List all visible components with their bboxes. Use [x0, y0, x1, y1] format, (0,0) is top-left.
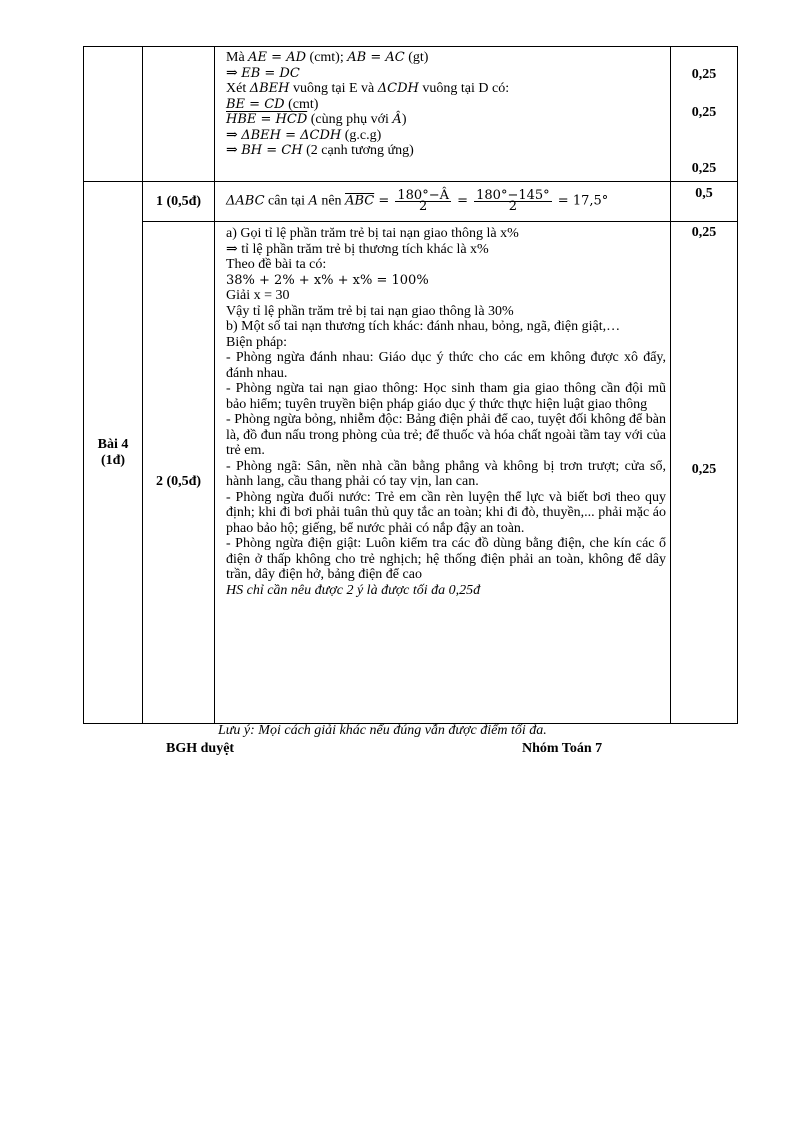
score-cell	[671, 182, 738, 222]
solution-line: ΔABC cân tại A nên $\overline{ABC}$ = $\frac{180^\circ-Â}{2}$ = $\frac{180^\circ-145^\circ}{2}$ = 17,5°	[226, 188, 609, 214]
solution-line: Giải x = 30	[226, 288, 290, 303]
part-label: 1 (0,5đ)	[155, 193, 202, 209]
part-label-cell	[143, 182, 215, 222]
solution-line: Theo đề bài ta có:	[226, 257, 327, 272]
solution-line: Biện pháp:	[226, 334, 288, 350]
solution-line: - Phòng ngừa đuối nước: Trẻ em cần rèn luyện thể lực và biết bơi theo quy định; khi đi bơi phải tuân thủ quy tắc an toàn; khi đi đò, thuyền,... phải mặc áo phao bảo hộ; giếng, bể nước phải có nắp đậy an toàn.	[226, 489, 666, 536]
solution-line: Vậy tỉ lệ phần trăm trẻ bị tai nạn giao thông là 30%	[226, 303, 514, 319]
empty-cell	[143, 47, 215, 182]
part-label: 2 (0,5đ)	[155, 473, 202, 489]
footer-note: Lưu ý: Mọi cách giải khác nếu đúng vẫn được điểm tối đa.	[218, 723, 547, 738]
solution-line: - Phòng ngã: Sân, nền nhà cần bằng phẳng và không bị trơn trượt; cửa sổ, hành lang, cầu thang phải có tay vịn, lan can.	[226, 458, 666, 489]
approval-signature: BGH duyệt	[166, 741, 235, 756]
table-row	[84, 182, 738, 222]
solution-line: 38% + 2% + x% + x% = 100%	[226, 272, 429, 288]
question-points: (1đ)	[100, 452, 126, 468]
scoring-note: HS chỉ cần nêu được 2 ý là được tối đa 0,25đ	[226, 582, 481, 598]
solution-cell	[215, 182, 671, 222]
solution-line: - Phòng ngừa điện giật: Luôn kiểm tra các đồ dùng bằng điện, che kín các ổ điện ở thấp không cho trẻ nghịch; hệ thống điện phải an toàn, không để dây trần, dây điện hở, bảng điện để cao	[226, 536, 666, 582]
empty-cell	[84, 47, 143, 182]
grading-table	[83, 46, 738, 724]
score-value: 0,25	[691, 225, 717, 240]
score-value: 0,25	[691, 67, 717, 82]
score-value: 0,5	[695, 186, 713, 201]
solution-line: a) Gọi tỉ lệ phần trăm trẻ bị tai nạn giao thông là x%	[226, 226, 519, 241]
solution-cell	[215, 47, 671, 182]
score-value: 0,25	[691, 161, 717, 176]
table-row	[84, 222, 738, 724]
solution-line: ⇒ ΔBEH = ΔCDH (g.c.g)	[226, 127, 382, 143]
solution-line: HBE = HCD (cùng phụ với Â)	[226, 112, 407, 127]
solution-line: ⇒ BH = CH (2 cạnh tương ứng)	[226, 143, 414, 158]
solution-line: ⇒ EB = DC	[226, 65, 300, 81]
part-label-cell	[143, 222, 215, 724]
solution-line: - Phòng ngừa bỏng, nhiễm độc: Bảng điện phải để cao, tuyệt đối không để bàn là, đồ đun nấu trong phòng của trẻ; để thuốc và hóa chất ngoài tầm tay với của trẻ em.	[226, 412, 666, 458]
solution-line: b) Một số tai nạn thương tích khác: đánh nhau, bỏng, ngã, điện giật,…	[226, 319, 621, 334]
solution-line: - Phòng ngừa đánh nhau: Giáo dục ý thức cho các em không được xô đẩy, đánh nhau.	[226, 350, 666, 381]
solution-line: - Phòng ngừa tai nạn giao thông: Học sinh tham gia giao thông cần đội mũ bảo hiểm; tuyên truyền biện pháp giáo dục ý thức thực hiện luật giao thông	[226, 381, 666, 412]
score-value: 0,25	[691, 462, 717, 477]
fraction: $\frac{180^\circ-145^\circ}{2}$	[476, 188, 550, 214]
author-signature: Nhóm Toán 7	[522, 741, 603, 756]
question-label-cell	[84, 182, 143, 724]
table-row	[84, 47, 738, 182]
solution-line: ⇒ tỉ lệ phần trăm trẻ bị thương tích khác là x%	[226, 241, 489, 257]
score-cell	[671, 47, 738, 182]
score-cell	[671, 222, 738, 724]
solution-cell	[215, 222, 671, 724]
fraction: $\frac{180^\circ-Â}{2}$	[397, 188, 449, 214]
score-value: 0,25	[691, 105, 717, 120]
solution-line: BE = CD (cmt)	[226, 96, 319, 112]
solution-line: Xét ΔBEH vuông tại E và ΔCDH vuông tại D có:	[226, 81, 510, 96]
question-label: Bài 4	[97, 436, 129, 452]
solution-line: Mà AE = AD (cmt); AB = AC (gt)	[226, 50, 429, 65]
